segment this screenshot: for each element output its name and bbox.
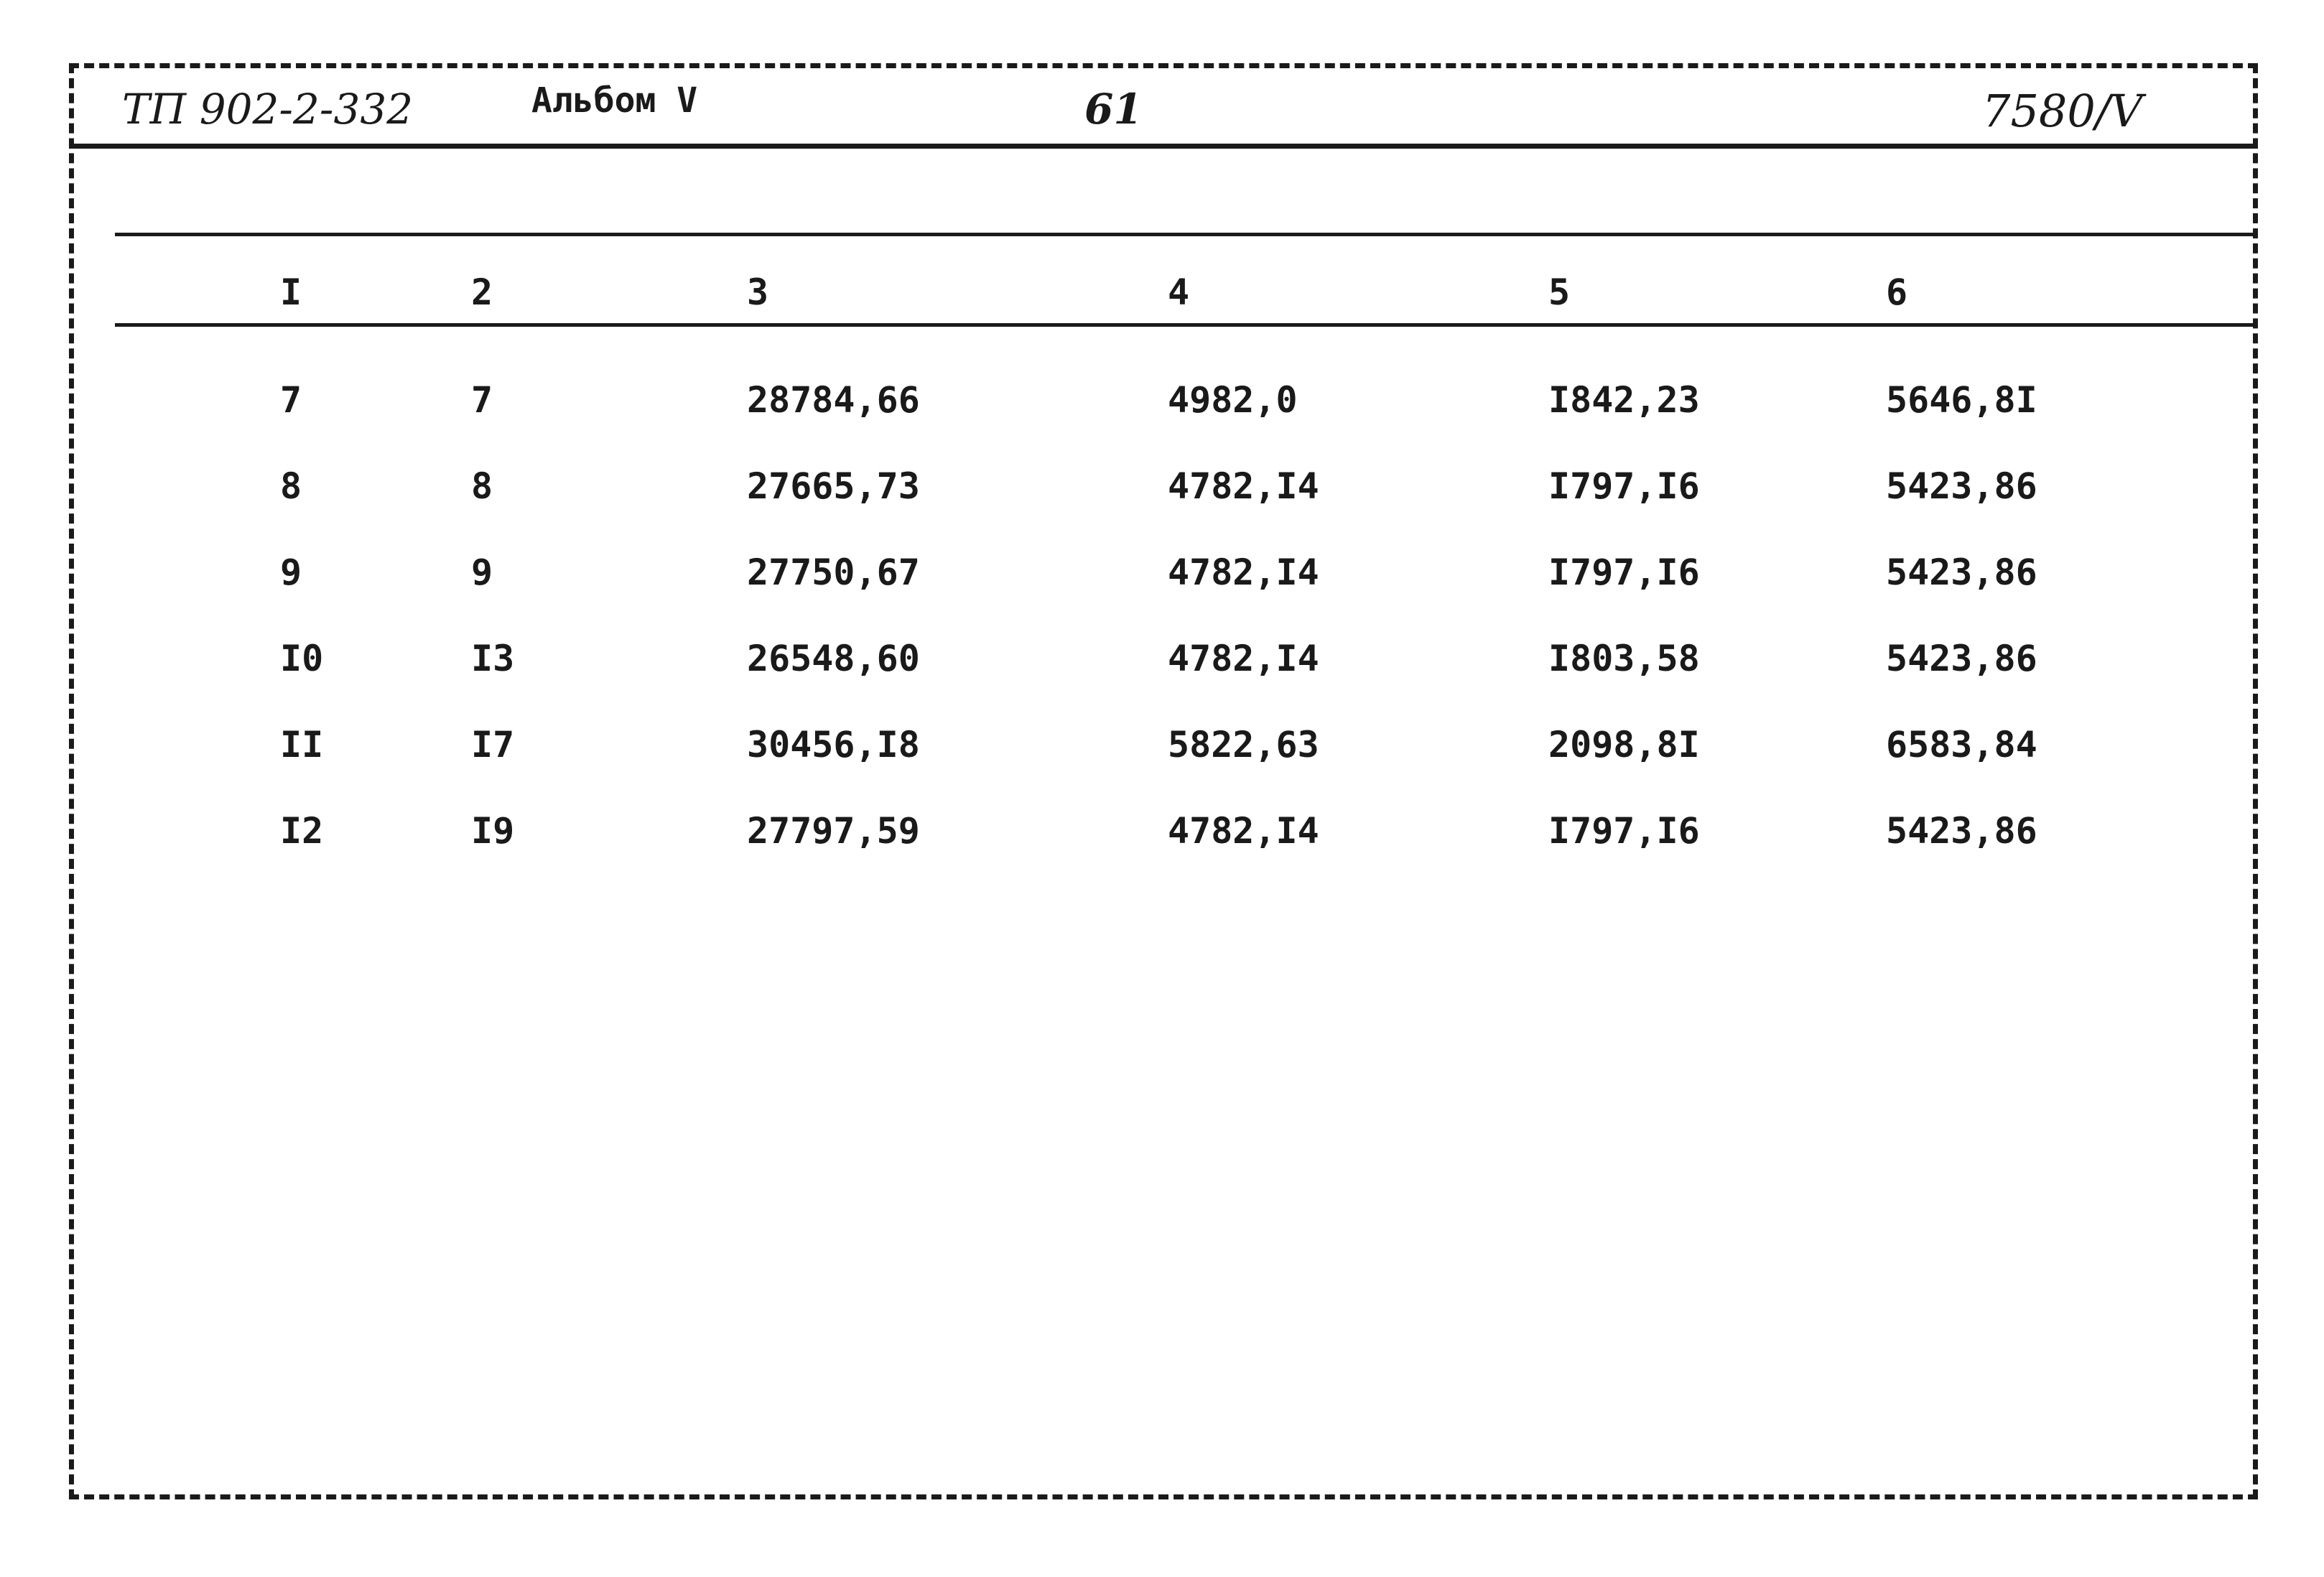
table-header-rule: [115, 323, 2255, 327]
table-cell: 27797,59: [747, 810, 920, 852]
table-cell: 4982,0: [1168, 379, 1298, 421]
table-cell: 4782,I4: [1168, 638, 1319, 679]
table-cell: 7: [280, 379, 302, 421]
table-cell: 5423,86: [1886, 465, 2037, 507]
table-cell: 4782,I4: [1168, 465, 1319, 507]
table-cell: I797,I6: [1548, 552, 1700, 593]
table-cell: 27750,67: [747, 552, 920, 593]
table-cell: II: [280, 724, 324, 766]
table-cell: I0: [280, 638, 324, 679]
table-cell: I2: [280, 810, 324, 852]
column-header: 6: [1886, 271, 1908, 313]
table-cell: 7: [471, 379, 493, 421]
document-code: 7580/V: [1982, 85, 2143, 137]
table-cell: 5423,86: [1886, 638, 2037, 679]
table-cell: I9: [471, 810, 515, 852]
table-cell: 28784,66: [747, 379, 920, 421]
document-number: ТП 902-2-332: [122, 85, 414, 134]
table-cell: I7: [471, 724, 515, 766]
page-number: 61: [1084, 85, 1143, 134]
table-cell: I842,23: [1548, 379, 1700, 421]
table-cell: 26548,60: [747, 638, 920, 679]
table-cell: I797,I6: [1548, 465, 1700, 507]
column-header: 4: [1168, 271, 1190, 313]
header-divider: [69, 144, 2258, 149]
table-top-rule: [115, 233, 2255, 236]
table-cell: 9: [280, 552, 302, 593]
table-cell: 9: [471, 552, 493, 593]
table-cell: 8: [471, 465, 493, 507]
table-cell: I797,I6: [1548, 810, 1700, 852]
table-cell: 5822,63: [1168, 724, 1319, 766]
table-cell: 8: [280, 465, 302, 507]
table-cell: 2098,8I: [1548, 724, 1700, 766]
table-cell: 4782,I4: [1168, 552, 1319, 593]
album-label: Альбом V: [531, 80, 698, 121]
table-cell: 6583,84: [1886, 724, 2037, 766]
table-cell: I803,58: [1548, 638, 1700, 679]
table-cell: 30456,I8: [747, 724, 920, 766]
table-cell: 5423,86: [1886, 810, 2037, 852]
table-cell: I3: [471, 638, 515, 679]
table-cell: 4782,I4: [1168, 810, 1319, 852]
column-header: 2: [471, 271, 493, 313]
page-frame: [69, 63, 2258, 1499]
table-cell: 5646,8I: [1886, 379, 2037, 421]
column-header: 5: [1548, 271, 1571, 313]
column-header: 3: [747, 271, 769, 313]
table-cell: 27665,73: [747, 465, 920, 507]
column-header: I: [280, 271, 302, 313]
table-cell: 5423,86: [1886, 552, 2037, 593]
